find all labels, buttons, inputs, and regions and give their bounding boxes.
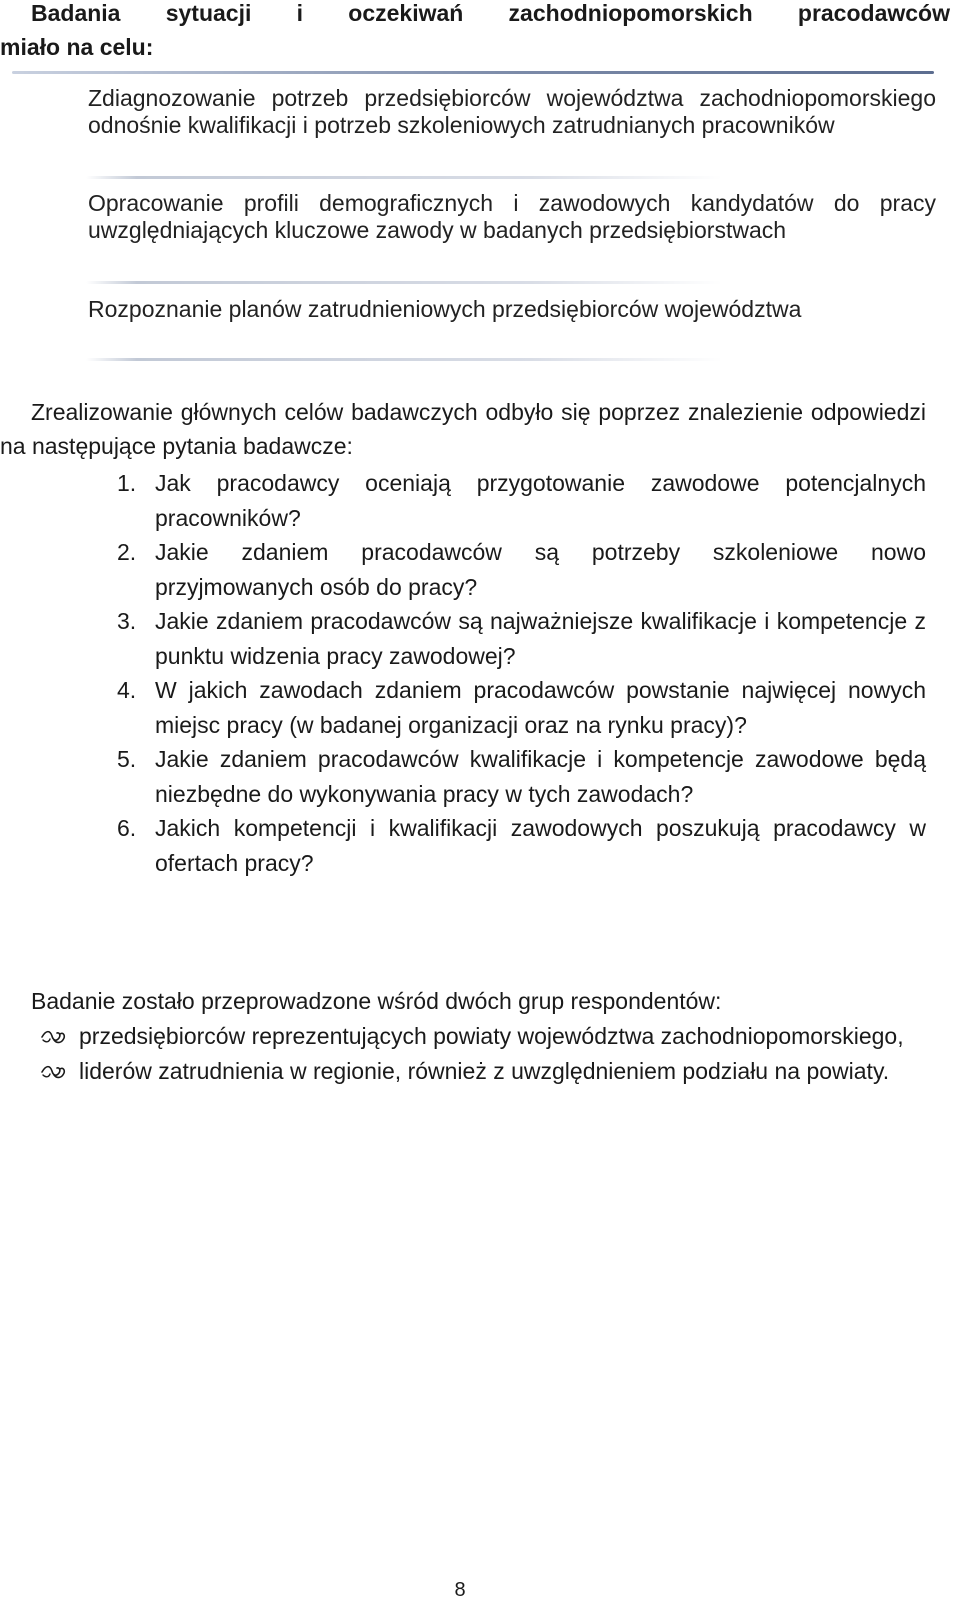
- question-number: 4.: [117, 677, 137, 703]
- list-item: [0, 811, 926, 880]
- respondent-group-text: liderów zatrudnienia w regionie, również z uwzględnieniem podziału na powiaty.: [79, 1057, 890, 1084]
- list-item: [0, 1054, 926, 1089]
- goal-text: Opracowanie profili demograficznych i zawodowych kandydatów do pracy uwzględniających kluczowe zawody w badanych przedsiębiorstwach: [88, 190, 936, 243]
- respondents-intro: Badanie zostało przeprowadzone wśród dwóch grup respondentów:: [31, 988, 722, 1014]
- intro-paragraph: Zrealizowanie głównych celów badawczych odbyło się poprzez znalezienie odpowiedzi na następujące pytania badawcze:: [0, 399, 926, 459]
- heading-line-2: miało na celu:: [0, 34, 154, 60]
- question-text: W jakich zawodach zdaniem pracodawców powstanie najwięcej nowych miejsc pracy (w badanej organizacji oraz na rynku pracy)?: [155, 677, 926, 738]
- question-number: 3.: [117, 608, 137, 634]
- question-text: Jakie zdaniem pracodawców są najważniejsze kwalifikacje i kompetencje z punktu widzenia pracy zawodowej?: [155, 608, 926, 669]
- question-number: 2.: [117, 539, 137, 565]
- goal-item: [88, 190, 936, 244]
- question-text: Jak pracodawcy oceniają przygotowanie zawodowe potencjalnych pracowników?: [155, 470, 926, 531]
- decorative-flourish-icon: [40, 1063, 66, 1081]
- decorative-flourish-icon: [40, 1028, 66, 1046]
- goal-separator: [86, 358, 722, 361]
- list-item: [0, 535, 926, 604]
- question-number: 1.: [117, 470, 137, 496]
- goal-text: Rozpoznanie planów zatrudnieniowych przedsiębiorców województwa: [88, 296, 802, 322]
- list-item: [0, 673, 926, 742]
- goal-separator: [86, 176, 722, 179]
- heading-line-1: Badania sytuacji i oczekiwań zachodniopomorskich pracodawców: [31, 0, 950, 26]
- question-number: 5.: [117, 746, 137, 772]
- research-questions-list: [0, 466, 926, 880]
- goal-text: Zdiagnozowanie potrzeb przedsiębiorców województwa zachodniopomorskiego odnośnie kwalifikacji i potrzeb szkoleniowych zatrudnianych pracowników: [88, 85, 936, 138]
- page-number: 8: [454, 1579, 466, 1601]
- goal-item: [88, 85, 936, 139]
- goal-item: [88, 296, 936, 323]
- list-item: [0, 742, 926, 811]
- question-text: Jakich kompetencji i kwalifikacji zawodowych poszukują pracodawcy w ofertach pracy?: [155, 815, 926, 876]
- list-item: [0, 604, 926, 673]
- goal-separator: [86, 281, 722, 284]
- list-item: [0, 1019, 926, 1054]
- respondent-group-text: przedsiębiorców reprezentujących powiaty województwa zachodniopomorskiego,: [79, 1023, 904, 1049]
- list-item: [0, 466, 926, 535]
- question-text: Jakie zdaniem pracodawców kwalifikacje i kompetencje zawodowe będą niezbędne do wykonywania pracy w tych zawodach?: [155, 746, 926, 807]
- respondents-list: [0, 1019, 926, 1088]
- section-heading: [0, 0, 950, 64]
- question-number: 6.: [117, 815, 137, 841]
- goals-top-bar: [12, 71, 934, 74]
- question-text: Jakie zdaniem pracodawców są potrzeby szkoleniowe nowo przyjmowanych osób do pracy?: [155, 539, 926, 600]
